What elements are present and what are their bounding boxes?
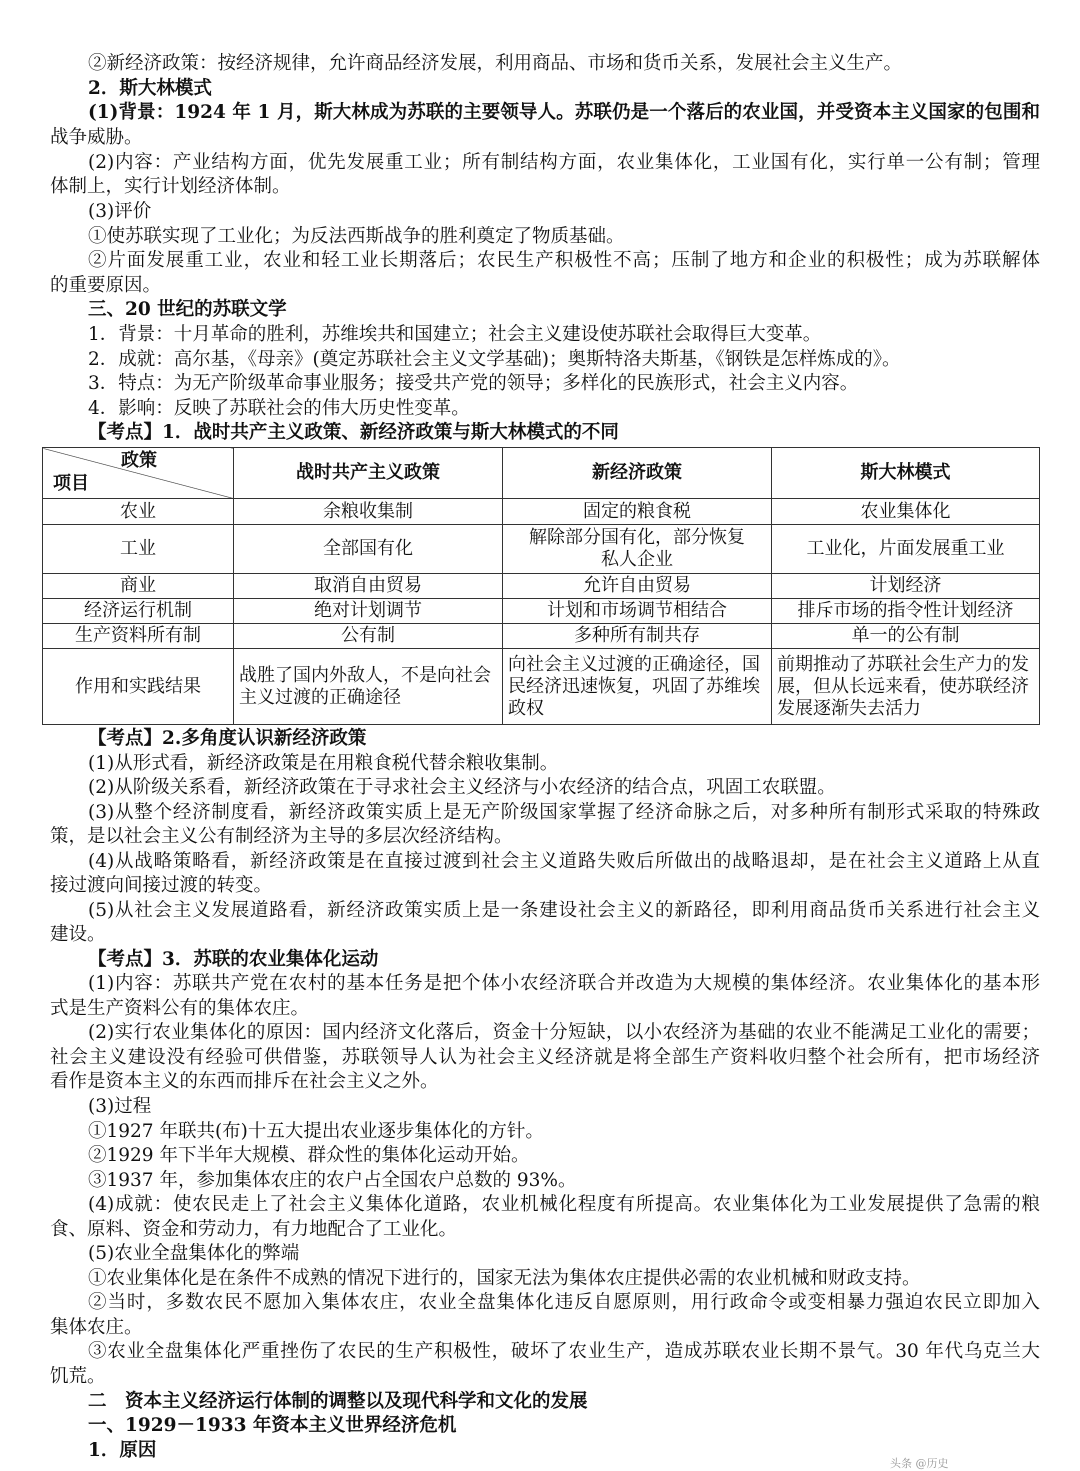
table-cell: 全部国有化 (234, 525, 503, 574)
table-cell: 余粮收集制 (234, 499, 503, 525)
column-header: 新经济政策 (503, 448, 772, 499)
text-line: ①农业集体化是在条件不成熟的情况下进行的，国家无法为集体农庄提供必需的农业机械和财政支持。 (88, 1268, 921, 1289)
column-header: 斯大林模式 (772, 448, 1040, 499)
row-header: 工业 (43, 525, 234, 574)
text-line: ②1929 年下半年大规模、群众性的集体化运动开始。 (88, 1145, 530, 1166)
text-line: (3)过程 (88, 1096, 152, 1117)
text-line: 战争威胁。 (50, 127, 143, 148)
table-header-row (43, 448, 1040, 499)
text-line: 1．背景：十月革命的胜利，苏维埃共和国建立；社会主义建设使苏联社会取得巨大变革。 (88, 324, 822, 345)
text-line: (2)内容：产业结构方面，优先发展重工业；所有制结构方面，农业集体化，工业国有化，实行单一公有制；管理 (88, 152, 1040, 173)
kaodian-heading: 【考点】2.多角度认识新经济政策 (88, 728, 367, 749)
text-line: 社会主义建设没有经验可供借鉴，苏联领导人认为社会主义经济就是将全部生产资料收归整个社会所有，把市场经济 (50, 1047, 1040, 1068)
text-line: ②片面发展重工业，农业和轻工业长期落后；农民生产积极性不高；压制了地方和企业的积极性；成为苏联解体 (88, 250, 1040, 271)
text-line: (1)内容：苏联共产党在农村的基本任务是把个体小农经济联合并改造为大规模的集体经济。农业集体化的基本形 (88, 973, 1040, 994)
text-line: ③1937 年，参加集体农庄的农户占全国农户总数的 93%。 (88, 1170, 577, 1191)
section-heading: 三、20 世纪的苏联文学 (88, 299, 287, 320)
corner-label-policy: 政策 (121, 450, 157, 471)
table-cell: 固定的粮食税 (503, 499, 772, 525)
text-line: 建设。 (50, 924, 106, 945)
text-line: 看作是资本主义的东西而排斥在社会主义之外。 (50, 1071, 439, 1092)
table-row (43, 499, 1040, 525)
table-row (43, 574, 1040, 599)
table-cell: 农业集体化 (772, 499, 1040, 525)
text-line: 集体农庄。 (50, 1317, 143, 1338)
watermark: 头条 @历史 (890, 1457, 949, 1470)
table-cell: 绝对计划调节 (234, 599, 503, 624)
text-line: ③农业全盘集体化严重挫伤了农民的生产积极性，破坏了农业生产，造成苏联农业长期不景气。30 年代乌克兰大 (88, 1341, 1040, 1362)
table-cell: 允许自由贸易 (503, 574, 772, 599)
row-header: 商业 (43, 574, 234, 599)
kaodian-heading: 【考点】3．苏联的农业集体化运动 (88, 949, 379, 970)
text-line: ②新经济政策：按经济规律，允许商品经济发展，利用商品、市场和货币关系，发展社会主义生产。 (88, 53, 903, 74)
table-corner-cell (43, 448, 234, 499)
text-line: 式是生产资料公有的集体农庄。 (50, 998, 310, 1019)
table-row (43, 599, 1040, 624)
column-header: 战时共产主义政策 (234, 448, 503, 499)
table-cell: 单一的公有制 (772, 624, 1040, 649)
corner-label-item: 项目 (53, 473, 89, 494)
section-heading: 1．原因 (88, 1440, 157, 1461)
table-cell: 前期推动了苏联社会生产力的发展，但从长远来看，使苏联经济发展逐渐失去活力 (772, 649, 1040, 725)
text-line: ①使苏联实现了工业化；为反法西斯战争的胜利奠定了物质基础。 (88, 226, 625, 247)
text-line: ②当时，多数农民不愿加入集体农庄，农业全盘集体化违反自愿原则，用行政命令或变相暴力强迫农民立即加入 (88, 1292, 1040, 1313)
text-line: ①1927 年联共(布)十五大提出农业逐步集体化的方针。 (88, 1121, 544, 1142)
text-line: (4)成就：使农民走上了社会主义集体化道路，农业机械化程度有所提高。农业集体化为工业发展提供了急需的粮 (88, 1194, 1040, 1215)
table-cell: 计划经济 (772, 574, 1040, 599)
text-line: 3．特点：为无产阶级革命事业服务；接受共产党的领导；多样化的民族形式，社会主义内容。 (88, 373, 859, 394)
text-line: (3)从整个经济制度看，新经济政策实质上是无产阶级国家掌握了经济命脉之后，对多种所有制形式采取的特殊政 (88, 802, 1040, 823)
row-header: 作用和实践结果 (43, 649, 234, 725)
table-cell: 排斥市场的指令性计划经济 (772, 599, 1040, 624)
table-cell: 公有制 (234, 624, 503, 649)
text-line: (1)从形式看，新经济政策是在用粮食税代替余粮收集制。 (88, 753, 559, 774)
text-line: (3)评价 (88, 201, 152, 222)
table-row (43, 624, 1040, 649)
text-line: (2)实行农业集体化的原因：国内经济文化落后，资金十分短缺，以小农经济为基础的农业不能满足工业化的需要； (88, 1022, 1040, 1043)
text-line: (2)从阶级关系看，新经济政策在于寻求社会主义经济与小农经济的结合点，巩固工农联盟。 (88, 777, 836, 798)
table-cell: 多种所有制共存 (503, 624, 772, 649)
text-line: 体制上，实行计划经济体制。 (50, 176, 291, 197)
text-line: (5)从社会主义发展道路看，新经济政策实质上是一条建设社会主义的新路径，即利用商品货币关系进行社会主义 (88, 900, 1040, 921)
text-line: (4)从战略策略看，新经济政策是在直接过渡到社会主义道路失败后所做出的战略退却，是在社会主义道路上从直 (88, 851, 1040, 872)
table-row (43, 525, 1040, 574)
table-cell: 战胜了国内外敌人，不是向社会主义过渡的正确途径 (234, 649, 503, 725)
text-line: 策，是以社会主义公有制经济为主导的多层次经济结构。 (50, 826, 513, 847)
text-line: 4．影响：反映了苏联社会的伟大历史性变革。 (88, 398, 470, 419)
text-line: 2．成就：高尔基，《母亲》(奠定苏联社会主义文学基础)；奥斯特洛夫斯基，《钢铁是怎样炼成的》。 (88, 349, 901, 370)
table-cell: 向社会主义过渡的正确途径，国民经济迅速恢复，巩固了苏维埃政权 (503, 649, 772, 725)
section-heading: 2．斯大林模式 (88, 78, 212, 99)
section-heading: 二 资本主义经济运行体制的调整以及现代科学和文化的发展 (88, 1391, 588, 1412)
row-header: 农业 (43, 499, 234, 525)
table-row (43, 649, 1040, 725)
row-header: 经济运行机制 (43, 599, 234, 624)
section-heading: 一、1929－1933 年资本主义世界经济危机 (88, 1415, 457, 1436)
table-cell: 解除部分国有化，部分恢复私人企业 (503, 525, 772, 574)
text-line: 食、原料、资金和劳动力，有力地配合了工业化。 (50, 1219, 458, 1240)
text-line: (5)农业全盘集体化的弊端 (88, 1243, 300, 1264)
row-header: 生产资料所有制 (43, 624, 234, 649)
text-line: (1)背景：1924 年 1 月，斯大林成为苏联的主要领导人。苏联仍是一个落后的农业国，并受资本主义国家的包围和 (88, 102, 1040, 123)
table-cell: 工业化，片面发展重工业 (772, 525, 1040, 574)
kaodian-heading: 【考点】1．战时共产主义政策、新经济政策与斯大林模式的不同 (88, 422, 619, 443)
comparison-table (42, 447, 1040, 725)
table-cell: 取消自由贸易 (234, 574, 503, 599)
text-line: 的重要原因。 (50, 275, 162, 296)
text-line: 饥荒。 (50, 1366, 106, 1387)
table-cell: 计划和市场调节相结合 (503, 599, 772, 624)
text-line: 接过渡向间接过渡的转变。 (50, 875, 273, 896)
